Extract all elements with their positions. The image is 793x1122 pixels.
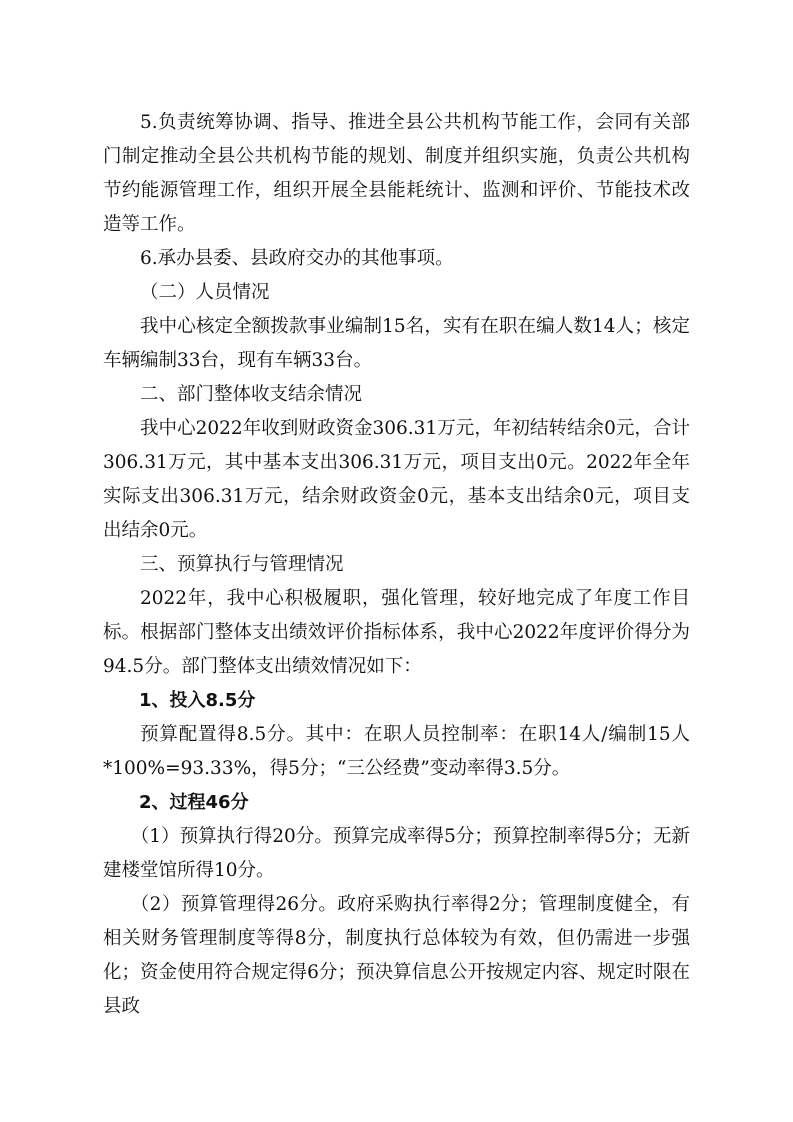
document-body <box>103 106 690 1024</box>
paragraph-budget-management: （2）预算管理得26分。政府采购执行率得2分；管理制度健全，有相关财务管理制度等得8分，制度执行总体较为有效，但仍需进一步强化；资金使用符合规定得6分；预决算信息公开按规定内容、规定时限在县政 <box>103 894 690 1017</box>
paragraph-duty-5: 5.负责统筹协调、指导、推进全县公共机构节能工作，会同有关部门制定推动全县公共机构节能的规划、制度并组织实施，负责公共机构节约能源管理工作，组织开展全县能耗统计、监测和评价、节能技术改造等工作。 <box>103 112 690 235</box>
paragraph-performance: 2022年，我中心积极履职，强化管理，较好地完成了年度工作目标。根据部门整体支出绩效评价指标体系，我中心2022年度评价得分为94.5分。部门整体支出绩效情况如下： <box>103 588 690 677</box>
paragraph-budget-execution: （1）预算执行得20分。预算完成率得5分；预算控制率得5分；无新建楼堂馆所得10分。 <box>103 826 690 881</box>
heading-section-3: 三、预算执行与管理情况 <box>140 554 344 575</box>
heading-process-score: 2、过程46分 <box>139 792 249 813</box>
paragraph-input: 预算配置得8.5分。其中：在职人员控制率：在职14人/编制15人*100%=93.33%，得5分；“三公经费”变动率得3.5分。 <box>103 724 690 779</box>
heading-section-2: 二、部门整体收支结余情况 <box>140 384 363 405</box>
paragraph-personnel: 我中心核定全额拨款事业编制15名，实有在职在编人数14人；核定车辆编制33台，现有车辆33台。 <box>103 316 690 371</box>
paragraph-balance: 我中心2022年收到财政资金306.31万元，年初结转结余0元，合计306.31万元，其中基本支出306.31万元，项目支出0元。2022年全年实际支出306.31万元，结余财政资金0元，基本支出结余0元，项目支出结余0元。 <box>103 418 690 541</box>
paragraph-duty-6: 6.承办县委、县政府交办的其他事项。 <box>140 248 454 269</box>
heading-input-score: 1、投入8.5分 <box>139 690 256 711</box>
heading-personnel: （二）人员情况 <box>140 282 270 303</box>
